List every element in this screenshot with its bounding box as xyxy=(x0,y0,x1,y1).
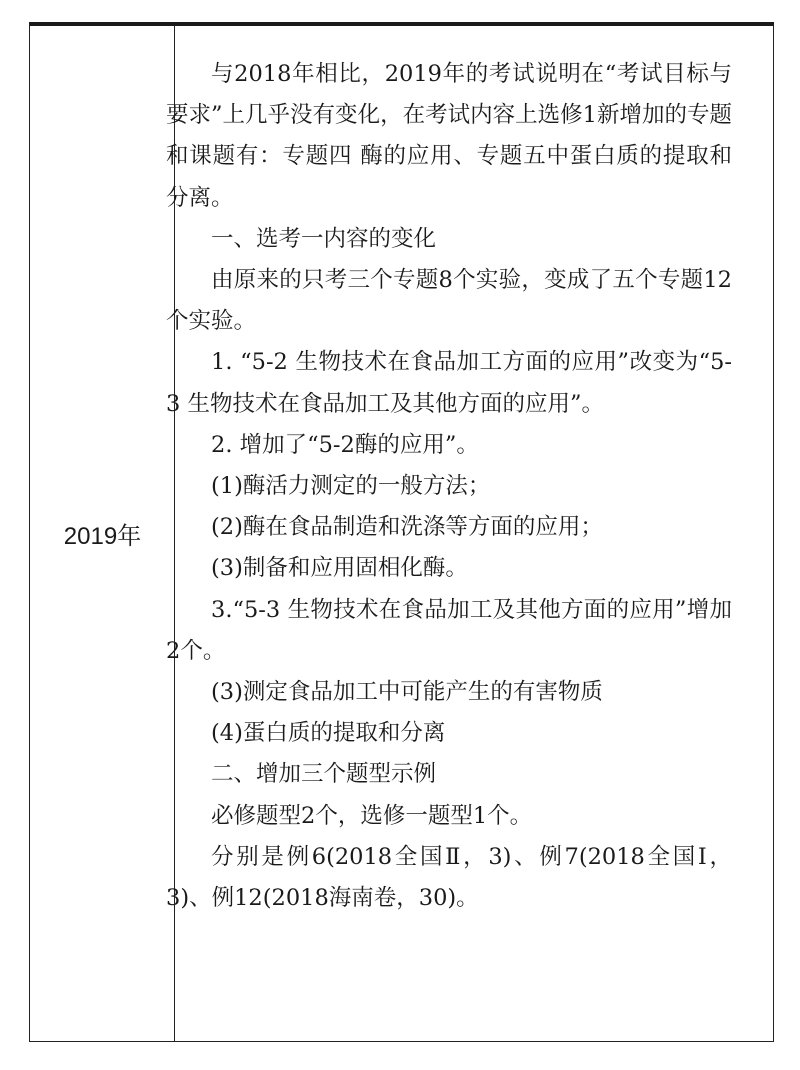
paragraph-examples: 分别是例6(2018全国Ⅱ，3)、例7(2018全国Ⅰ，3)、例12(2018海南卷，30)。 xyxy=(166,843,732,912)
section-heading-2: 二、增加三个题型示例 xyxy=(211,761,437,788)
item-3: 3.“5-3 生物技术在食品加工及其他方面的应用”增加2个。 xyxy=(166,596,732,664)
item-2: 2. 增加了“5-2酶的应用”。 xyxy=(211,431,479,458)
year-label: 2019年 xyxy=(63,523,142,550)
item-1: 1. “5-2 生物技术在食品加工方面的应用”改变为“5-3 生物技术在食品加工及其他方面的应用”。 xyxy=(166,349,732,417)
content-cell xyxy=(166,54,732,919)
paragraph-change-summary: 由原来的只考三个专题8个实验，变成了五个专题12个实验。 xyxy=(166,267,732,335)
sub-item-3-3: (3)测定食品加工中可能产生的有害物质 xyxy=(211,679,603,706)
sub-item-2-2: (2)酶在食品制造和洗涤等方面的应用； xyxy=(211,514,603,541)
year-column xyxy=(30,26,175,1041)
paragraph-question-types: 必修题型2个，选修一题型1个。 xyxy=(211,802,533,829)
sub-item-3-4: (4)蛋白质的提取和分离 xyxy=(211,720,446,747)
section-heading-1: 一、选考一内容的变化 xyxy=(211,225,437,252)
intro-paragraph: 与2018年相比，2019年的考试说明在“考试目标与要求”上几乎没有变化，在考试内容上选修1新增加的专题和课题有：专题四 酶的应用、专题五中蛋白质的提取和分离。 xyxy=(166,61,732,211)
sub-item-2-3: (3)制备和应用固相化酶。 xyxy=(211,555,468,582)
sub-item-2-1: (1)酶活力测定的一般方法； xyxy=(211,473,491,500)
